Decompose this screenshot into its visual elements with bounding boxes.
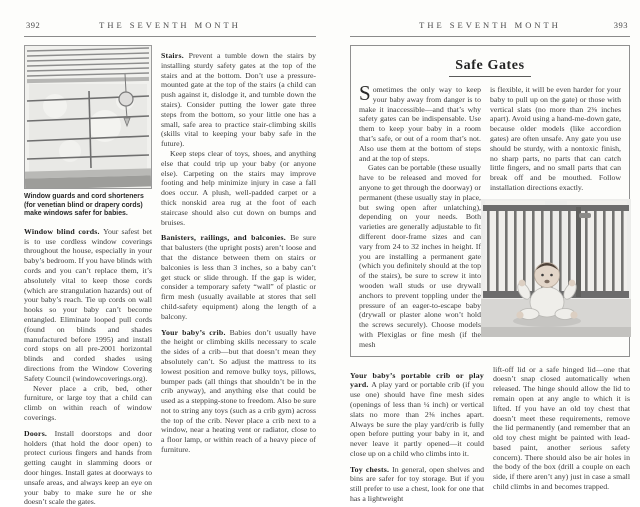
box-column-2-text — [490, 85, 621, 193]
paragraph: Sometimes the only way to keep your baby away from danger is to make it inaccessible—and that’s why safety gates can be indispensable. Use them to keep your baby in a room that’s safe, or out of a room that’s not. Also use them at the bottom of steps and at the top of steps. — [359, 81, 481, 163]
running-head-title: THE SEVENTH MONTH — [419, 20, 561, 30]
paragraph: Keep steps clear of toys, shoes, and anything else that could trip up your baby (or anyone else). Carpeting on the stairs may improve footing and help minimize injury in case a fall does occur. A plush, well-padded carpet or a thick nonskid area rug at the foot of each staircase should also cut down on bumps and bruises. — [161, 148, 316, 227]
box-column-1 — [359, 81, 481, 350]
paragraph: Your baby’s portable crib or play yard. A play yard or portable crib (if you use one) should have fine mesh sides (openings of less than ¼ inch) or vertical slats no more than 2⅜ inches apart. Always be sure the play yard/crib is fully open before putting your baby in it, and never leave it partly opened—it could close up on a child who climbs into it. — [350, 370, 484, 458]
running-head-left — [24, 20, 316, 34]
box-column-2 — [490, 85, 621, 350]
paragraph-lead: Doors. — [24, 428, 55, 438]
paragraph: Banisters, railings, and balconies. Be sure that balusters (the upright posts) aren’t loose and that the distance between them on stairs or balconies is less than 3 inches, so a baby can’t get stuck or slide through. If the gap is wider, consider a temporary safety “wall” of plastic or firm mesh (usually available at stores that sell child-safety equipment) along the length of a balcony. — [161, 233, 316, 321]
left-column-text — [24, 227, 152, 507]
page-right — [320, 0, 640, 504]
paragraph-lead: Your baby’s portable crib or play yard. — [350, 370, 484, 390]
paragraph: Toy chests. In general, open shelves and bins are safer for toy storage. But if you still prefer to use a chest, look for one that has a lightweight — [350, 464, 484, 504]
box-columns — [359, 81, 621, 350]
paragraph-lead: Your baby’s crib. — [161, 327, 230, 337]
left-page-column-2 — [161, 45, 316, 507]
paragraph: is flexible, it will be even harder for your baby to pull up on the gate) or those with vertical slats (no more than 2⅜ inches apart). Avoid using a hand-me-down gate, because older models (like accordion gates) are often unsafe. Any gate you use should be sturdy, with a nontoxic finish, no sharp parts, no parts that can catch little fingers, and no small parts that can break off and be mouthed. Follow installation directions exactly. — [490, 85, 621, 192]
paragraph-lead: Toy chests. — [350, 464, 393, 474]
left-page-columns — [24, 45, 316, 507]
safe-gates-box — [350, 45, 630, 357]
paragraph: lift-off lid or a safe hinged lid—one that doesn’t snap closed automatically when released. The hinge should allow the lid to remain open at any angle to which it is lifted. If you have an old toy chest that doesn’t meet these requirements, remove the lid permanently (and remember that an old toy chest might be painted with lead-based paint, another serious safety concern). There should also be air holes in the body of the box (drill a couple on each side, if there aren’t any) just in case a small child climbs in and becomes trapped. — [493, 364, 630, 492]
figure-caption: Window guards and cord shorteners (for venetian blind or drapery cords) make windows safer for babies. — [24, 193, 144, 218]
paragraph-lead: Banisters, railings, and balconies. — [161, 233, 291, 243]
paragraph: Your baby’s crib. Babies don’t usually have the height or climbing skills necessary to scale the sides of a crib—but that doesn’t mean they absolutely can’t. So adjust the mattress to its lowest position and remove bulky toys, pillows, bumper pads (all things that shouldn’t be in the crib anyway), and anything else that could be used as a stepping-stone to freedom. Also be sure not to string any toys (such as a crib gym) across the top of the crib. Never place a crib next to a window, near a heating vent or radiator, close to a floor lamp, or within reach of a heavy piece of furniture. — [161, 327, 316, 455]
paragraph-lead: Window blind cords. — [24, 226, 104, 236]
paragraph: Never place a crib, bed, other furniture, or large toy that a child can climb on within reach of window coverings. — [24, 383, 152, 422]
running-head-right — [350, 20, 630, 34]
right-page-column-1 — [350, 365, 484, 504]
head-rule — [24, 36, 316, 37]
right-page-column-2 — [493, 365, 630, 504]
window-illustration — [24, 45, 152, 189]
head-rule — [350, 36, 630, 37]
paragraph-lead: Stairs. — [161, 51, 189, 60]
paragraph: Doors. Install doorstops and door holders (that hold the door open) to protect curious fingers and hands from getting caught in slamming doors or door hinges. Install gates at doorways to unsafe areas, and always keep an eye on your baby to make sure he or she doesn’t scale the gates. — [24, 428, 152, 507]
drop-cap: S — [359, 81, 371, 105]
paragraph: Gates can be portable (these usually have to be released and moved for anyone to get through the doorway) or permanent (these usually stay in place, but swing open after unlatching), depending on your needs. Both varieties are generally adjustable to fit different door-frame sizes and can vary from 24 to 32 inches in height. If you are installing a permanent gate (which you definitely should at the top of the stairs), be sure to screw it into wooden wall studs or use drywall anchors to prevent toppling under the pressure of an eager-to-escape baby (drywall or plaster alone won’t hold the screws securely). Choose models with Plexiglas or fine mesh (if the mesh — [359, 163, 481, 349]
paragraph: Stairs. Prevent a tumble down the stairs by installing sturdy safety gates at the top of the stairs and at the bottom. Don’t use a pressure-mounted gate at the top of the stairs (a child can push against it, dislodge it, and tumble down the stairs). Consider putting the lower gate three steps from the bottom, so your little one has a small, safe area to practice stair-climbing skills (skills vital to keeping your baby safe in the future). — [161, 51, 316, 149]
page-number: 393 — [613, 20, 628, 30]
page-number: 392 — [26, 20, 41, 30]
paragraph: Window blind cords. Your safest bet is to use cordless window coverings throughout the house, especially in your baby’s bedroom. If you have blinds with cords and you can’t replace them, it’s absolutely vital to keep those cords (which are strangulation hazards) out of your baby’s reach. Tie up cords on wall hooks so your baby can’t become entangled. Eliminate looped pull cords (found on blinds and shades manufactured before 1995) and install cord stops on all pre-2001 horizontal blinds and corded shades using directions from the Window Covering Safety Council (windowcoverings.org). — [24, 226, 153, 383]
box-title: Safe Gates — [359, 56, 621, 77]
left-page-column-1 — [24, 45, 152, 507]
running-head-title: THE SEVENTH MONTH — [99, 20, 241, 30]
right-page-columns — [350, 365, 630, 504]
gate-illustration — [481, 199, 631, 337]
